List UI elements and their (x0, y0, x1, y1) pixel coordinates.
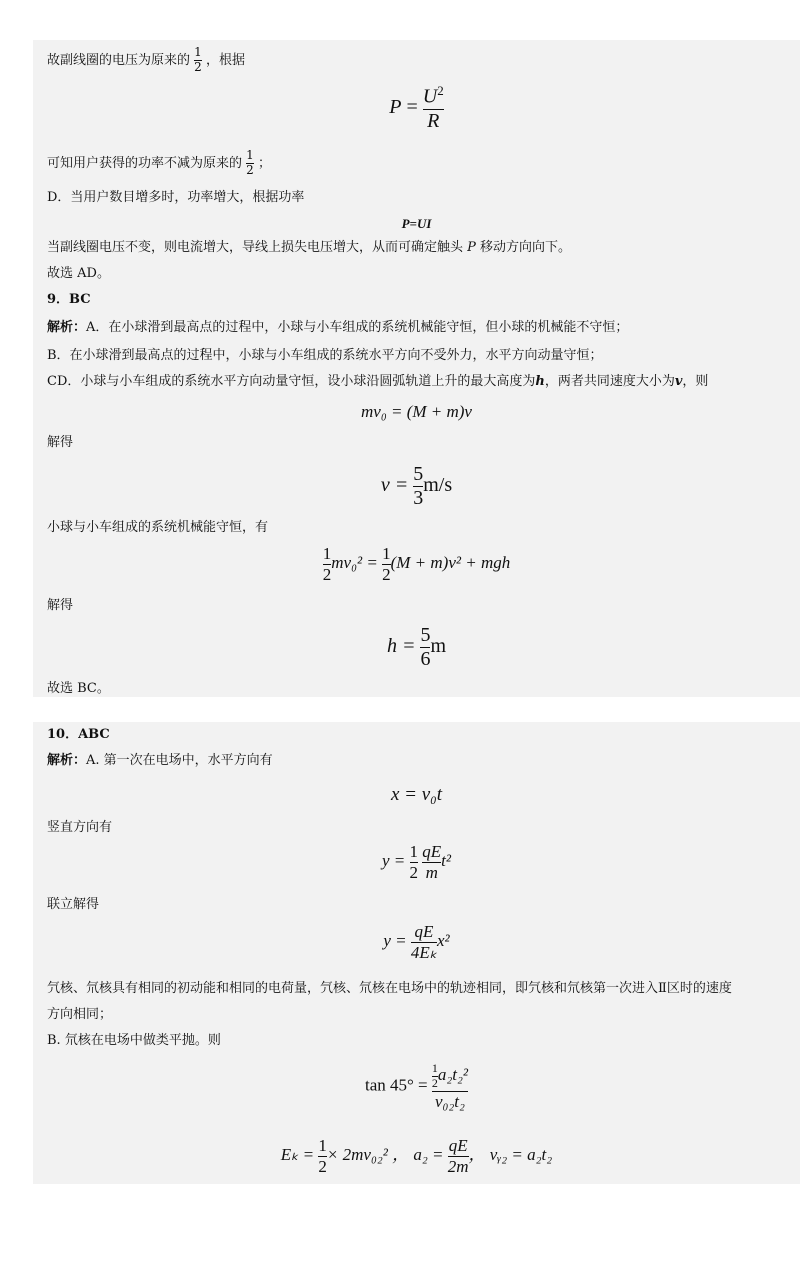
denominator: m (422, 862, 441, 883)
numerator: 5 (420, 624, 431, 646)
denominator: 2m (447, 1156, 469, 1176)
text-line (47, 239, 571, 257)
numerator (432, 1062, 468, 1091)
text-line (47, 319, 628, 337)
numerator: qE (448, 1136, 468, 1155)
eq-part: x² (437, 930, 450, 950)
text-line: 方向相同； (47, 1007, 113, 1022)
denominator: 2 (246, 162, 254, 177)
eq-part: h = (386, 635, 416, 658)
eq-part: v = (380, 474, 409, 497)
text-line: 竖直方向有 (47, 820, 113, 835)
eq-part: a₂t₂² (437, 1065, 469, 1085)
text: ； (257, 155, 271, 171)
text-line: 故选 BC。 (47, 681, 110, 696)
fraction (411, 922, 437, 962)
denominator: 2 (318, 1156, 327, 1176)
eq-part: (M + m)v² + mgh (390, 552, 511, 572)
fraction (246, 149, 254, 178)
numerator: 5 (413, 463, 424, 485)
equation-velocity (33, 463, 800, 510)
fraction (413, 463, 423, 510)
denominator: 2 (409, 862, 419, 882)
text-line: 联立解得 (47, 897, 100, 912)
text-line: 小球与小车组成的系统机械能守恒，有 (47, 520, 269, 535)
text-line (47, 752, 273, 770)
text: CD．小球与小车组成的系统水平方向动量守恒，设小球沿圆弧轨道上升的最大高度为 (47, 374, 536, 389)
numerator: qE (422, 842, 442, 861)
text: 故副线圈的电压为原来的 (47, 52, 191, 68)
equation-momentum: mv₀ = (M + m)v (361, 402, 472, 421)
text: A. 第一次在电场中，水平方向有 (86, 753, 273, 768)
solution-panel-1 (33, 40, 800, 697)
fraction (448, 1136, 469, 1176)
numerator: 1 (382, 544, 391, 563)
numerator: qE (414, 922, 434, 941)
eq-part: P (389, 95, 402, 118)
unit: m/s (423, 474, 453, 497)
fraction (423, 84, 444, 133)
eq-part: t² (441, 850, 451, 870)
text-line (47, 149, 271, 178)
text-line: 故选 AD。 (47, 266, 110, 281)
equation-y1 (33, 842, 800, 882)
answer-heading-9: 9．BC (47, 292, 91, 307)
numerator: 1 (194, 45, 202, 59)
denominator: 2 (194, 59, 202, 74)
exponent: 2 (437, 83, 444, 98)
numerator: 1 (246, 148, 254, 162)
equation-power (33, 84, 800, 133)
answer-heading-10: 10．ABC (47, 727, 110, 742)
fraction (382, 544, 391, 584)
numerator: 1 (431, 1061, 438, 1075)
fraction (194, 46, 202, 75)
fraction (420, 624, 430, 671)
variable: v (674, 374, 683, 389)
text: ，根据 (205, 52, 245, 68)
equation-x: x = v₀t (390, 784, 443, 805)
fraction (410, 842, 419, 882)
eq-part: Eₖ = (280, 1144, 315, 1164)
text: A．在小球滑到最高点的过程中，小球与小车组成的系统机械能守恒，但小球的机械能不守恒； (86, 320, 629, 335)
text-line: 解得 (47, 435, 74, 450)
analysis-label: 解析： (47, 320, 87, 335)
equation-y2 (33, 922, 800, 962)
solution-panel-2 (33, 722, 800, 1184)
eq-part: × 2mv₀₂² ， (326, 1144, 410, 1164)
text-line: B．在小球滑到最高点的过程中，小球与小车组成的系统水平方向不受外力，水平方向动量守恒； (47, 348, 603, 363)
numerator: 1 (322, 544, 332, 563)
text: 可知用户获得的功率不减为原来的 (47, 155, 243, 171)
text-line (47, 46, 245, 75)
text: 当副线圈电压不变，则电流增大，导线上损失电压增大，从而可确定触头 (47, 240, 464, 255)
denominator: 2 (431, 1075, 438, 1090)
numerator: 1 (409, 842, 419, 861)
equation-tan (33, 1062, 800, 1111)
equation-energy (33, 544, 800, 584)
fraction (318, 1136, 327, 1176)
fraction (422, 842, 441, 882)
variable: P (467, 240, 476, 255)
equation-kinetic (33, 1136, 800, 1176)
text: 移动方向向下。 (480, 240, 572, 255)
denominator: 2 (382, 564, 391, 584)
eq-part: y = (383, 930, 407, 950)
analysis-label: 解析： (47, 753, 87, 768)
text-line: D．当用户数目增多时，功率增大，根据功率 (47, 190, 305, 205)
unit: m (430, 635, 447, 658)
text-line: B. 氘核在电场中做类平抛。则 (47, 1033, 221, 1048)
equation-pui: P=UI (401, 216, 432, 231)
fraction (323, 544, 332, 584)
text: ，两者共同速度大小为 (544, 374, 675, 389)
numerator: 1 (318, 1136, 327, 1155)
eq-part: y = (382, 850, 406, 870)
eq-part: ， vᵧ₂ = a₂t₂ (468, 1144, 553, 1164)
variable: h (535, 374, 545, 389)
denominator (423, 109, 444, 133)
fraction (432, 1062, 468, 1111)
eq-part: = (406, 95, 418, 118)
text-line (47, 373, 708, 391)
eq-part: R (427, 109, 440, 132)
text: ，则 (682, 374, 709, 389)
eq-part: U (422, 85, 438, 108)
denominator: 6 (420, 648, 431, 670)
text-line: 氕核、氘核具有相同的初动能和相同的电荷量，氕核、氘核在电场中的轨迹相同，即氕核和氘核第一次进入Ⅱ区时的速度 (47, 981, 732, 996)
eq-part: tan 45° = (364, 1075, 428, 1095)
eq-part: a₂ = (413, 1144, 444, 1164)
text-line: 解得 (47, 598, 74, 613)
denominator: 2 (322, 564, 332, 584)
numerator (423, 84, 444, 109)
denominator: v₀₂t₂ (432, 1091, 468, 1112)
equation-height (33, 624, 800, 671)
denominator: 3 (413, 487, 424, 509)
eq-part: mv₀² = (331, 552, 378, 572)
denominator: 4Eₖ (410, 942, 437, 962)
